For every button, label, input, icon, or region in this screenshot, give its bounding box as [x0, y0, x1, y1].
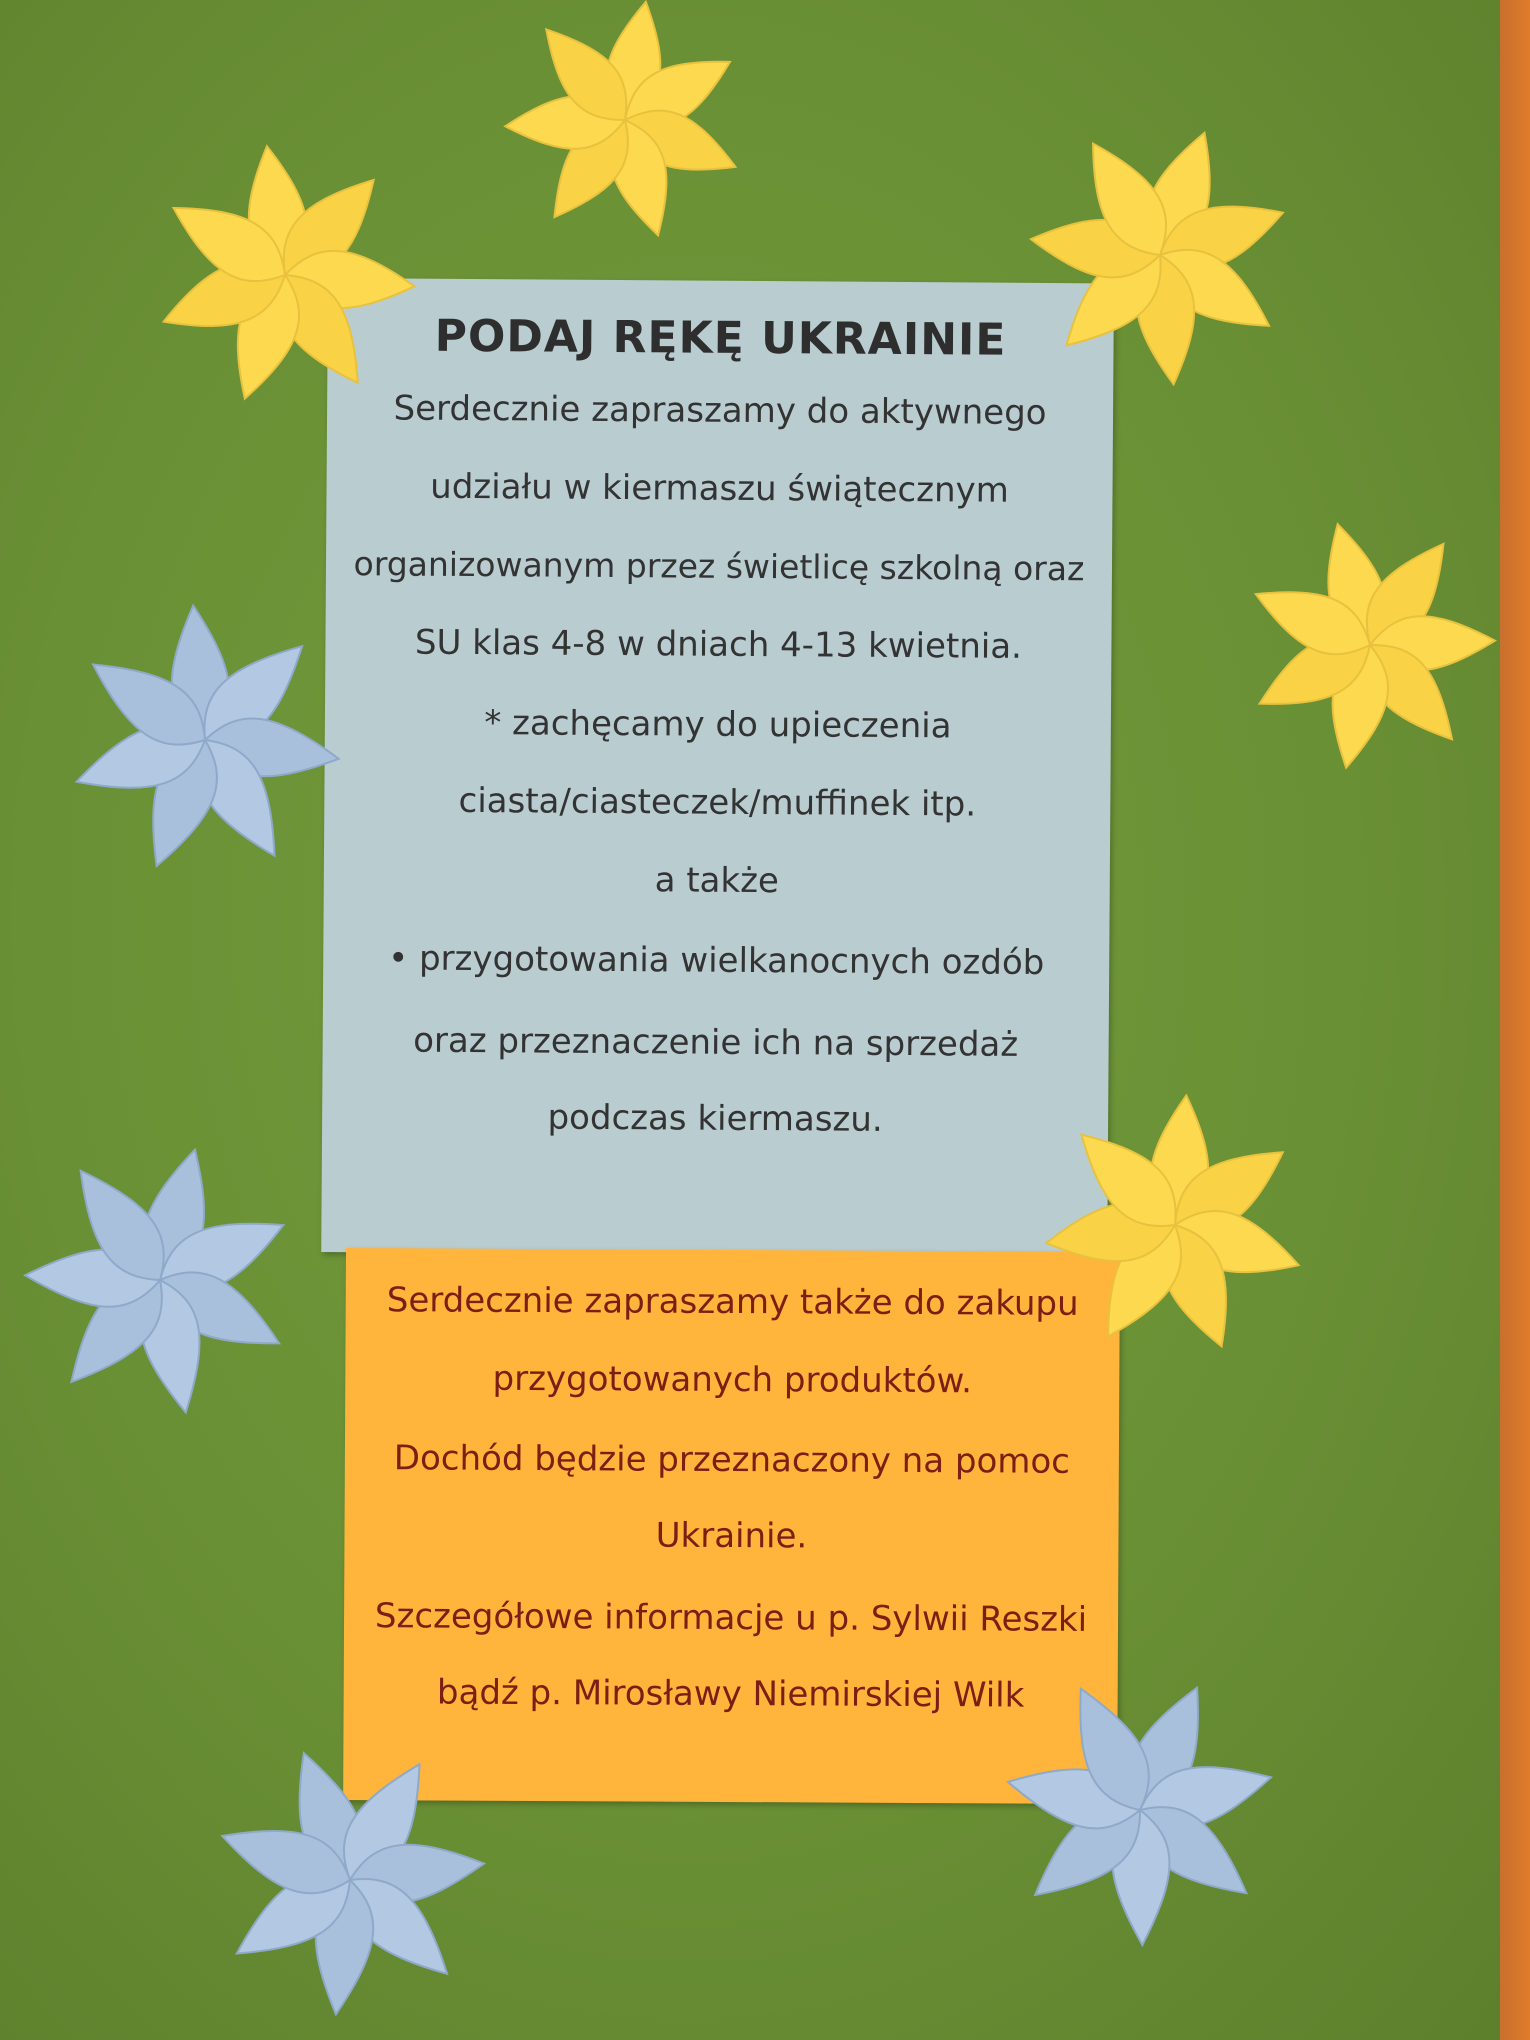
invite-line: SU klas 4-8 w dniach 4-13 kwietnia.: [414, 622, 1023, 667]
purchase-line: bądź p. Mirosławy Niemirskiej Wilk: [436, 1672, 1025, 1716]
orange-wall-edge: [1500, 0, 1530, 2040]
invite-line: a także: [654, 860, 780, 902]
invite-line: ciasta/ciasteczek/muffinek itp.: [458, 780, 977, 825]
invite-line: udziału w kiermaszu świątecznym: [430, 466, 1009, 511]
purchase-line: Serdecznie zapraszamy także do zakupu: [386, 1280, 1079, 1324]
purchase-line: Dochód będzie przeznaczony na pomoc: [393, 1438, 1071, 1482]
purchase-line: Szczegółowe informacje u p. Sylwii Reszki: [374, 1596, 1088, 1640]
invite-line: • przygotowania wielkanocnych ozdób: [388, 938, 1045, 984]
invite-line: Serdecznie zapraszamy do aktywnego: [393, 388, 1047, 434]
blue-flower-icon: [200, 1730, 500, 2030]
purchase-line: Ukrainie.: [655, 1515, 808, 1557]
invite-line: oraz przeznaczenie ich na sprzedaż: [413, 1020, 1019, 1065]
poster-title: PODAJ RĘKĘ UKRAINIE: [434, 310, 1007, 366]
invite-line: * zachęcamy do upieczenia: [484, 703, 952, 747]
yellow-flower-icon: [1025, 1075, 1325, 1375]
yellow-flower-icon: [135, 125, 445, 425]
blue-flower-icon: [10, 1130, 310, 1430]
invite-line: organizowanym przez świetlicę szkolną oraz: [353, 544, 1085, 589]
yellow-flower-icon: [1010, 105, 1310, 405]
invite-line: podczas kiermaszu.: [547, 1097, 883, 1140]
purchase-line: przygotowanych produktów.: [492, 1358, 973, 1402]
yellow-flower-icon: [480, 0, 770, 260]
blue-flower-icon: [55, 590, 355, 890]
blue-flower-icon: [990, 1660, 1290, 1960]
yellow-flower-icon: [1225, 495, 1515, 795]
